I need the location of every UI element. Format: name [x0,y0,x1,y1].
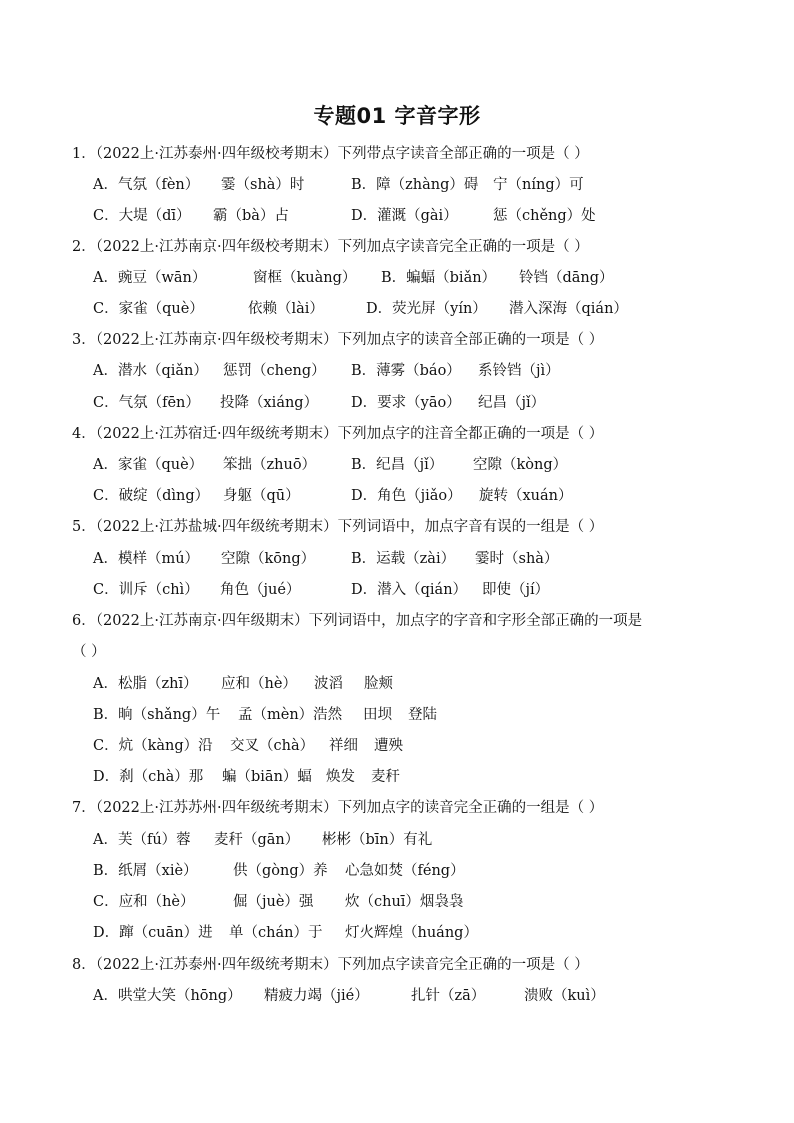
option-cell: 即使（jí） [482,582,550,598]
option-cell: 灯火辉煌（huáng） [345,925,478,941]
option-cell: A．家雀（què） [93,457,204,473]
option-cell: 霎（shà）时 [221,177,305,193]
question-4-options-row-2 [93,486,573,506]
option-cell: A．豌豆（wān） [93,270,207,286]
option-cell: C．大堤（dī） [93,208,191,224]
option-cell: 扎针（zā） [411,988,486,1004]
option-cell: D．蹿（cuān）进 [93,925,213,941]
question-6-stem: 6．（2022上·江苏南京·四年级期末）下列词语中，加点字的字音和字形全部正确的一项是 [72,613,643,629]
option-cell: 脸颊 [364,676,393,692]
option-cell: 波滔 [314,676,343,692]
option-cell: A．芙（fú）蓉 [93,832,191,848]
option-cell: 炊（chuī）烟袅袅 [345,894,464,910]
option-cell: 角色（jué） [220,582,301,598]
question-4-stem: 4．（2022上·江苏宿迁·四年级统考期末）下列加点字的注音全都正确的一项是（ ） [72,426,604,442]
option-cell: A．模样（mú） [93,551,200,567]
option-cell: A．气氛（fèn） [93,177,200,193]
option-cell: C．炕（kàng）沿 [93,738,213,754]
option-cell: B．障（zhàng）碍 [351,177,479,193]
option-cell: B．运载（zài） [351,551,456,567]
question-6-option-b [93,705,437,725]
option-cell: 霸（bà）占 [213,208,289,224]
option-cell: B．蝙蝠（biǎn） [381,270,497,286]
question-6-option-a [93,674,393,694]
option-cell: 潜入深海（qián） [509,301,628,317]
option-cell: D．荧光屏（yín） [366,301,487,317]
option-cell: D．灌溉（gài） [351,208,458,224]
question-5-options-row-1 [93,549,558,569]
option-cell: C．家雀（què） [93,301,204,317]
option-cell: 铃铛（dāng） [519,270,614,286]
option-cell: B．薄雾（báo） [351,363,461,379]
option-cell: C．应和（hè） [93,894,195,910]
question-6-stem-continued: （ ） [72,644,106,660]
question-6-option-d [93,767,400,787]
option-cell: B．纪昌（jǐ） [351,457,444,473]
page-title: 专题01 字音字形 [313,104,481,128]
question-3-stem: 3．（2022上·江苏南京·四年级校考期末）下列加点字的读音全部正确的一项是（ ） [72,332,604,348]
option-cell: 孟（mèn）浩然 [238,707,343,723]
option-cell: 应和（hè） [221,676,297,692]
question-6-option-c [93,736,403,756]
option-cell: 系铃铛（jì） [478,363,560,379]
question-2-options-row-1 [93,268,614,288]
question-1-options-row-1 [93,175,584,195]
option-cell: 麦秆 [371,769,400,785]
question-7-option-d [93,923,478,943]
option-cell: B．晌（shǎng）午 [93,707,221,723]
question-2-stem: 2．（2022上·江苏南京·四年级校考期末）下列加点字读音完全正确的一项是（ ） [72,239,589,255]
question-8-option-a [93,986,605,1006]
option-cell: D．角色（jiǎo） [351,488,462,504]
option-cell: 身躯（qū） [223,488,300,504]
question-3-options-row-1 [93,361,560,381]
option-cell: 惩罚（cheng） [223,363,326,379]
option-cell: 溃败（kuì） [524,988,605,1004]
option-cell: 单（chán）于 [229,925,323,941]
option-cell: 旋转（xuán） [479,488,573,504]
option-cell: B．纸屑（xiè） [93,863,198,879]
question-1-options-row-2 [93,206,596,226]
option-cell: 麦秆（gān） [214,832,300,848]
option-cell: 霎时（shà） [475,551,559,567]
option-cell: 纪昌（jǐ） [478,395,546,411]
option-cell: A．哄堂大笑（hōng） [93,988,242,1004]
option-cell: 登陆 [408,707,437,723]
question-4-options-row-1 [93,455,567,475]
question-7-option-b [93,861,465,881]
option-cell: A．潜水（qiǎn） [93,363,208,379]
option-cell: 空隙（kòng） [473,457,568,473]
option-cell: 倔（juè）强 [233,894,314,910]
option-cell: 宁（níng）可 [493,177,584,193]
question-5-options-row-2 [93,580,549,600]
option-cell: 惩（chěng）处 [493,208,596,224]
option-cell: 田坝 [363,707,392,723]
option-cell: 彬彬（bīn）有礼 [322,832,433,848]
option-cell: C．气氛（fēn） [93,395,200,411]
question-7-option-a [93,830,432,850]
option-cell: 投降（xiáng） [220,395,319,411]
question-2-options-row-2 [93,299,628,319]
question-5-stem: 5．（2022上·江苏盐城·四年级统考期末）下列词语中，加点字音有误的一组是（ ） [72,519,604,535]
question-3-options-row-2 [93,393,545,413]
option-cell: D．刹（chà）那 [93,769,204,785]
option-cell: 依赖（lài） [248,301,324,317]
option-cell: A．松脂（zhī） [93,676,198,692]
option-cell: 蝙（biān）蝠 [222,769,312,785]
question-8-stem: 8．（2022上·江苏泰州·四年级统考期末）下列加点字读音完全正确的一项是（ ） [72,957,589,973]
option-cell: 空隙（kōng） [221,551,316,567]
option-cell: C．破绽（dìng） [93,488,210,504]
option-cell: 交叉（chà） [230,738,315,754]
option-cell: D．要求（yāo） [351,395,461,411]
question-1-stem: 1．（2022上·江苏泰州·四年级校考期末）下列带点字读音全部正确的一项是（ ） [72,146,589,162]
option-cell: 心急如焚（féng） [345,863,465,879]
option-cell: 笨拙（zhuō） [223,457,317,473]
option-cell: C．训斥（chì） [93,582,199,598]
question-7-option-c [93,892,463,912]
option-cell: D．潜入（qián） [351,582,468,598]
option-cell: 祥细 [329,738,358,754]
option-cell: 遭殃 [374,738,403,754]
option-cell: 精疲力竭（jié） [264,988,369,1004]
option-cell: 供（gòng）养 [233,863,328,879]
question-7-stem: 7．（2022上·江苏苏州·四年级统考期末）下列加点字的读音完全正确的一组是（ ） [72,800,604,816]
option-cell: 焕发 [326,769,355,785]
option-cell: 窗框（kuàng） [253,270,357,286]
